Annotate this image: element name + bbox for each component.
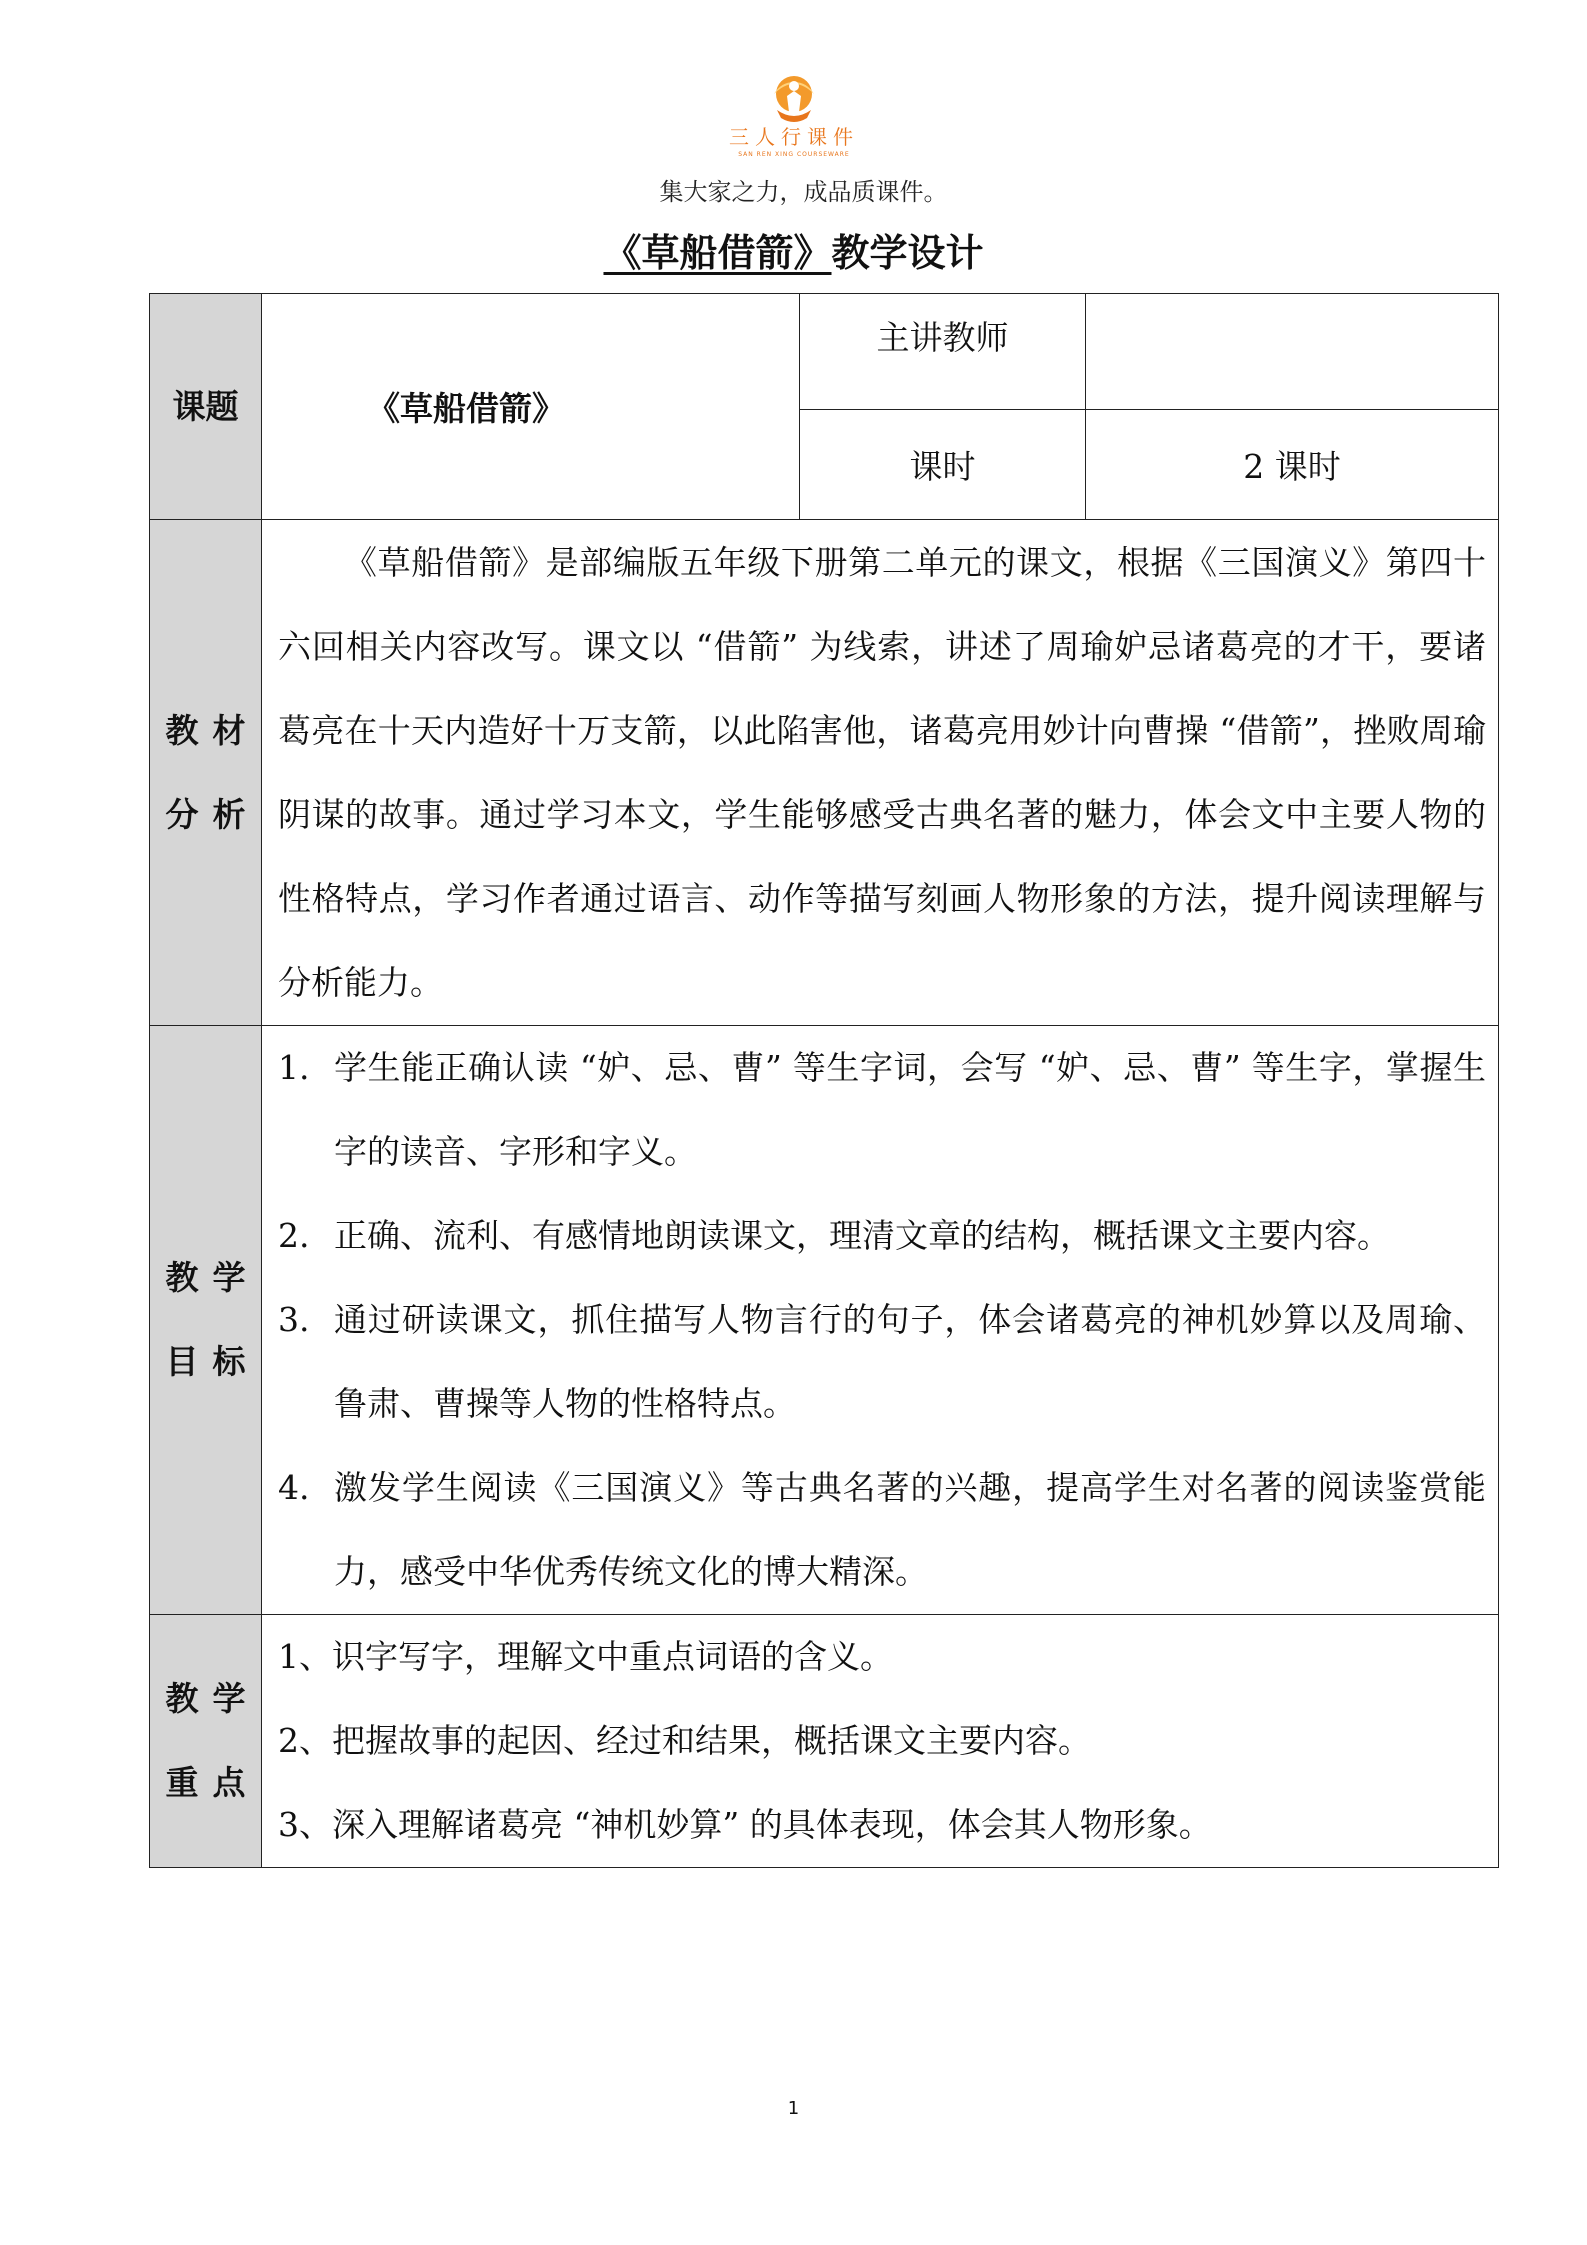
focus-item: 2、把握故事的起因、经过和结果，概括课文主要内容。 xyxy=(278,1721,1091,1760)
focus-list xyxy=(262,1615,1499,1868)
teacher-value xyxy=(1086,294,1499,410)
teacher-label: 主讲教师 xyxy=(800,294,1086,410)
goal-item xyxy=(278,1194,1486,1278)
table-row-topic xyxy=(150,294,1499,410)
table-row-goals xyxy=(150,1026,1499,1615)
goal-item xyxy=(278,1278,1486,1446)
lesson-name: 《草船借箭》 xyxy=(262,294,800,520)
goals-label xyxy=(150,1026,262,1615)
title-suffix: 教学设计 xyxy=(831,231,984,275)
page-number: 1 xyxy=(787,2098,800,2119)
goals-label-line1: 教学 xyxy=(165,1258,260,1297)
focus-label-line1: 教学 xyxy=(165,1679,260,1718)
focus-label-line2: 重点 xyxy=(165,1763,260,1802)
goal-text: 通过研读课文，抓住描写人物言行的句子，体会诸葛亮的神机妙算以及周瑜、鲁肃、曹操等人物的性格特点。 xyxy=(334,1300,1486,1423)
goal-text: 正确、流利、有感情地朗读课文，理清文章的结构，概括课文主要内容。 xyxy=(334,1216,1390,1255)
goal-number: 3. xyxy=(278,1300,310,1339)
slogan: 集大家之力，成品质课件。 xyxy=(659,178,948,206)
logo-subtext: SAN REN XING COURSEWARE xyxy=(737,151,850,158)
focus-item: 1、识字写字，理解文中重点词语的含义。 xyxy=(278,1637,893,1676)
goal-number: 2. xyxy=(278,1216,310,1255)
topic-label: 课题 xyxy=(150,294,262,520)
focus-item: 3、深入理解诸葛亮 “神机妙算” 的具体表现，体会其人物形象。 xyxy=(278,1805,1212,1844)
goal-number: 1. xyxy=(278,1048,310,1087)
goal-text: 激发学生阅读《三国演义》等古典名著的兴趣，提高学生对名著的阅读鉴赏能力，感受中华优秀传统文化的博大精深。 xyxy=(334,1468,1486,1591)
analysis-label-line1: 教材 xyxy=(165,710,260,750)
goal-item xyxy=(278,1446,1486,1614)
table-row-analysis xyxy=(150,520,1499,1026)
goal-text: 学生能正确认读 “妒、忌、曹” 等生字词，会写 “妒、忌、曹” 等生字，掌握生字的读音、字形和字义。 xyxy=(334,1048,1486,1171)
goal-item xyxy=(278,1026,1486,1194)
goal-number: 4. xyxy=(278,1468,310,1507)
goals-label-line2: 目标 xyxy=(165,1342,260,1381)
table-row-focus xyxy=(150,1615,1499,1868)
logo-text: 三人行课件 xyxy=(728,125,859,149)
hours-label: 课时 xyxy=(800,410,1086,520)
focus-label xyxy=(150,1615,262,1868)
lesson-plan-table xyxy=(149,293,1499,1868)
logo-icon xyxy=(729,72,859,162)
logo xyxy=(0,72,1587,162)
analysis-text: 《草船借箭》是部编版五年级下册第二单元的课文，根据《三国演义》第四十六回相关内容改写。课文以 “借箭” 为线索，讲述了周瑜妒忌诸葛亮的才干，要诸葛亮在十天内造好十万支箭，以此陷害他，诸葛亮用妙计向曹操 “借箭”，挫败周瑜阴谋的故事。通过学习本文，学生能够感受古典名著的魅力，体会文中主要人物的性格特点，学习作者通过语言、动作等描写刻画人物形象的方法，提升阅读理解与分析能力。 xyxy=(262,520,1499,1026)
hours-value: 2 课时 xyxy=(1086,410,1499,520)
title-lesson-name: 《草船借箭》 xyxy=(603,231,832,275)
goals-list xyxy=(262,1026,1499,1615)
analysis-label-line2: 分析 xyxy=(165,794,260,834)
page-title xyxy=(0,222,1587,277)
analysis-label xyxy=(150,520,262,1026)
